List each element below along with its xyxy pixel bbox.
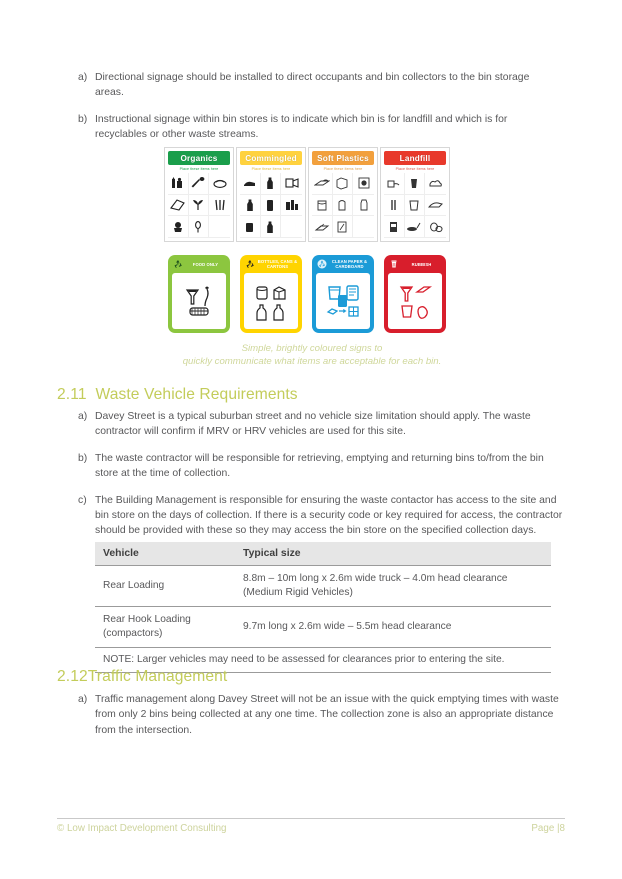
item-cell bbox=[425, 173, 446, 195]
poster-item-grid bbox=[168, 173, 230, 238]
poster-subtitle: Place these items here bbox=[179, 167, 219, 171]
cell-vehicle: Rear Hook Loading (compactors) bbox=[95, 607, 235, 648]
cell-size: 9.7m long x 2.6m wide – 5.5m head clearance bbox=[235, 607, 551, 648]
footer-copyright: © Low Impact Development Consulting bbox=[57, 823, 227, 834]
bin-label-body bbox=[172, 273, 226, 329]
section-heading-2-11: 2.11 Waste Vehicle Requirements bbox=[57, 386, 298, 403]
list-item bbox=[72, 692, 564, 738]
bin-label-title: FOOD ONLY bbox=[192, 261, 219, 267]
section-2-11-clauses bbox=[72, 409, 564, 550]
bin-label-title: BOTTLES, CANS & CARTONS bbox=[257, 259, 298, 269]
clause-text: Directional signage should be installed to direct occupants and bin collectors to the bin storage areas. bbox=[95, 72, 530, 99]
footer-page-number: Page |8 bbox=[531, 823, 565, 834]
poster-soft-plastics bbox=[308, 147, 378, 242]
cell-size: 8.8m – 10m long x 2.6m wide truck – 4.0m head clearance (Medium Rigid Vehicles) bbox=[235, 566, 551, 607]
item-cell bbox=[168, 173, 189, 195]
table-header-row bbox=[95, 542, 551, 566]
column-header-vehicle: Vehicle bbox=[95, 542, 235, 566]
recycle-icon bbox=[317, 256, 327, 274]
item-cell bbox=[384, 216, 405, 238]
item-cell bbox=[333, 216, 354, 238]
item-cell bbox=[240, 173, 261, 195]
clause-marker: a) bbox=[78, 694, 88, 705]
item-cell bbox=[281, 173, 302, 195]
clause-text: The waste contractor will be responsible for retrieving, emptying and returning bins to/from the bin store at the time of collection. bbox=[95, 452, 544, 480]
bin-label-bottles-cans-cartons bbox=[240, 255, 302, 333]
item-cell bbox=[333, 195, 354, 217]
table-note: NOTE: Larger vehicles may need to be assessed for clearances prior to entering the site. bbox=[95, 648, 551, 673]
item-cell bbox=[209, 173, 230, 195]
item-cell bbox=[353, 216, 374, 238]
bin-label-clean-paper-cardboard bbox=[312, 255, 374, 333]
item-cell bbox=[353, 173, 374, 195]
figure-caption bbox=[72, 342, 552, 368]
item-cell bbox=[189, 173, 210, 195]
clause-marker: a) bbox=[78, 411, 88, 422]
bin-label-body bbox=[316, 273, 370, 329]
list-item bbox=[72, 112, 558, 143]
poster-landfill bbox=[380, 147, 450, 242]
item-cell bbox=[384, 173, 405, 195]
column-header-typical-size: Typical size bbox=[235, 542, 551, 566]
item-cell bbox=[384, 195, 405, 217]
bin-label-food-only bbox=[168, 255, 230, 333]
poster-item-grid bbox=[240, 173, 302, 238]
item-cell bbox=[240, 216, 261, 238]
bin-label-head bbox=[316, 259, 370, 271]
bin-label-title: RUBBISH bbox=[411, 261, 432, 267]
clause-text: Traffic management along Davey Street will not be an issue with the quick emptying times with waste from only 2 bins being collected at any one time. The collection zone is also an appropriate distance from the intersection. bbox=[95, 694, 559, 736]
table-row bbox=[95, 607, 551, 648]
poster-subtitle: Place these items here bbox=[251, 167, 291, 171]
item-cell bbox=[240, 195, 261, 217]
poster-commingled bbox=[236, 147, 306, 242]
list-item bbox=[72, 409, 564, 440]
signage-poster-row bbox=[164, 147, 454, 243]
page-footer bbox=[57, 823, 565, 834]
poster-title: Organics bbox=[168, 151, 230, 165]
item-cell bbox=[405, 195, 426, 217]
poster-subtitle: Place these items here bbox=[323, 167, 363, 171]
clause-marker: c) bbox=[78, 494, 87, 506]
item-cell bbox=[168, 195, 189, 217]
item-cell bbox=[189, 195, 210, 217]
bin-label-body bbox=[244, 273, 298, 329]
caption-line-2: quickly communicate what items are acceptable for each bin. bbox=[182, 356, 442, 367]
poster-item-grid bbox=[384, 173, 446, 238]
list-item bbox=[72, 451, 564, 482]
bin-label-body bbox=[388, 273, 442, 329]
item-cell bbox=[333, 173, 354, 195]
poster-subtitle: Place these items here bbox=[395, 167, 435, 171]
vehicle-requirements-table bbox=[95, 542, 551, 673]
item-cell bbox=[189, 216, 210, 238]
bin-label-head bbox=[388, 259, 442, 271]
list-item bbox=[72, 70, 558, 101]
bin-label-head bbox=[172, 259, 226, 271]
top-clause-list bbox=[72, 70, 558, 154]
bin-icon bbox=[389, 256, 399, 274]
poster-title: Soft Plastics bbox=[312, 151, 374, 165]
item-cell bbox=[281, 195, 302, 217]
clause-marker: b) bbox=[78, 113, 88, 125]
section-heading-2-12: 2.12Traffic Management bbox=[57, 668, 228, 685]
poster-title: Landfill bbox=[384, 151, 446, 165]
item-cell bbox=[261, 195, 282, 217]
item-cell bbox=[209, 195, 230, 217]
item-cell bbox=[405, 216, 426, 238]
clause-marker: b) bbox=[78, 452, 88, 464]
bin-label-rubbish bbox=[384, 255, 446, 333]
section-2-12-clauses bbox=[72, 692, 564, 749]
item-cell bbox=[425, 195, 446, 217]
cell-vehicle: Rear Loading bbox=[95, 566, 235, 607]
recycle-icon bbox=[173, 256, 183, 274]
item-cell bbox=[168, 216, 189, 238]
caption-line-1: Simple, brightly coloured signs to bbox=[241, 343, 383, 354]
clause-text: Davey Street is a typical suburban street and no vehicle size limitation should apply. The waste contractor will confirm if MRV or HRV vehicles are used for this site. bbox=[95, 411, 531, 438]
clause-marker: a) bbox=[78, 72, 88, 83]
poster-title: Commingled bbox=[240, 151, 302, 165]
recycle-icon bbox=[245, 256, 255, 274]
item-cell bbox=[312, 216, 333, 238]
poster-item-grid bbox=[312, 173, 374, 238]
item-cell bbox=[281, 216, 302, 238]
table-row bbox=[95, 566, 551, 607]
item-cell bbox=[425, 216, 446, 238]
item-cell bbox=[261, 216, 282, 238]
poster-organics bbox=[164, 147, 234, 242]
bin-label-head bbox=[244, 259, 298, 271]
bin-label-row bbox=[168, 255, 450, 335]
clause-text: Instructional signage within bin stores is to indicate which bin is for landfill and which is for recyclables or other waste streams. bbox=[95, 113, 508, 141]
item-cell bbox=[405, 173, 426, 195]
item-cell bbox=[312, 195, 333, 217]
list-item bbox=[72, 493, 564, 539]
item-cell bbox=[353, 195, 374, 217]
item-cell bbox=[312, 173, 333, 195]
item-cell bbox=[209, 216, 230, 238]
footer-divider bbox=[57, 818, 565, 819]
bin-label-title: CLEAN PAPER & CARDBOARD bbox=[331, 259, 368, 269]
clause-text: The Building Management is responsible for ensuring the waste contactor has access to the site and bin store on the days of collection. If there is a security code or key required for access, the contractor should be provided with these so they may access the bin store on the specified collection days. bbox=[95, 494, 563, 537]
item-cell bbox=[261, 173, 282, 195]
